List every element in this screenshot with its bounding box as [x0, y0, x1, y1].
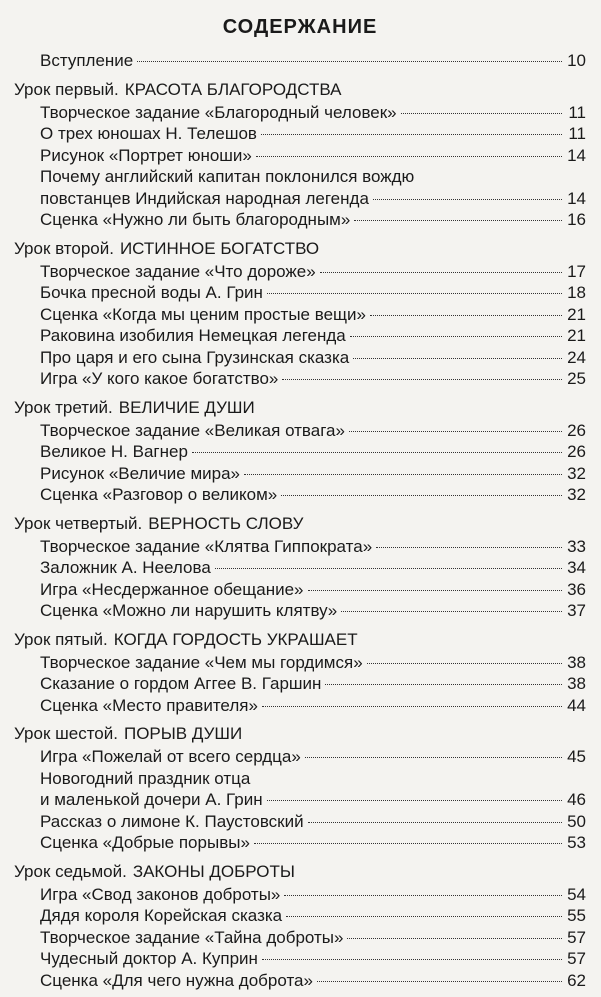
entry-page: 33 — [567, 536, 586, 556]
entry-page: 55 — [567, 906, 586, 925]
toc-entry — [14, 188, 586, 210]
entry-title: Вступление — [40, 51, 134, 70]
dot-leader — [286, 916, 562, 917]
dot-leader — [281, 495, 562, 496]
toc-entry — [14, 304, 586, 326]
entry-title: Почему английский капитан поклонился вождю — [40, 167, 415, 186]
entry-page: 44 — [567, 695, 586, 715]
lesson-name: КОГДА ГОРДОСТЬ УКРАШАЕТ — [113, 629, 358, 649]
lesson-name: ИСТИННОЕ БОГАТСТВО — [119, 238, 320, 258]
dot-leader — [267, 800, 562, 801]
lesson-heading — [14, 78, 586, 102]
entry-page: 21 — [567, 304, 586, 324]
dot-leader — [256, 156, 562, 157]
dot-leader — [284, 895, 562, 896]
entry-page: 38 — [567, 674, 586, 693]
dot-leader — [367, 663, 562, 664]
lesson-heading — [14, 396, 586, 420]
dot-leader — [350, 336, 562, 337]
dot-leader — [262, 706, 562, 707]
entry-title: Сценка «Когда мы ценим простые вещи» — [40, 304, 366, 324]
entry-page: 24 — [567, 347, 586, 367]
toc-entry — [14, 600, 586, 622]
toc-entry — [14, 463, 586, 485]
toc-entry — [14, 652, 586, 674]
entry-title: Чудесный доктор А. Куприн — [40, 949, 258, 968]
lesson-name: ЗАКОНЫ ДОБРОТЫ — [132, 861, 295, 881]
entry-page: 11 — [568, 102, 586, 122]
toc-entry — [14, 347, 586, 369]
dot-leader — [401, 113, 562, 114]
lesson-number: Урок первый. — [14, 79, 119, 99]
toc-entry — [14, 123, 586, 145]
entry-title: Сценка «Место правителя» — [40, 695, 258, 715]
entry-title: Творческое задание «Тайна доброты» — [40, 927, 344, 947]
toc-entry — [14, 261, 586, 283]
entry-title: Сценка «Для чего нужна доброта» — [40, 970, 313, 990]
entry-title: Великое Н. Вагнер — [40, 442, 188, 461]
dot-leader — [354, 220, 562, 221]
entry-title: Рисунок «Величие мира» — [40, 463, 241, 483]
lesson-heading — [14, 860, 586, 884]
lesson-heading — [14, 237, 586, 261]
entry-title: Раковина изобилия Немецкая легенда — [40, 326, 346, 345]
entry-page: 11 — [568, 124, 586, 143]
entry-page: 53 — [567, 833, 586, 852]
entry-title: Сценка «Можно ли нарушить клятву» — [40, 601, 338, 620]
entry-title: О трех юношах Н. Телешов — [40, 124, 257, 143]
dot-leader — [308, 822, 562, 823]
toc-entry — [14, 673, 586, 695]
toc-entry — [14, 927, 586, 949]
dot-leader — [308, 590, 563, 591]
entry-title: Рассказ о лимоне К. Паустовский — [40, 811, 304, 831]
toc-entry — [14, 746, 586, 768]
lesson-number: Урок шестой. — [14, 724, 118, 743]
lesson-section — [14, 722, 586, 854]
dot-leader — [267, 293, 562, 294]
entry-title: Игра «Несдержанное обещание» — [40, 579, 304, 599]
entry-title: Бочка пресной воды А. Грин — [40, 283, 263, 302]
toc-entry — [14, 832, 586, 854]
entry-page: 17 — [567, 261, 586, 281]
toc-entry — [14, 325, 586, 347]
entry-page: 16 — [567, 210, 586, 229]
lesson-number: Урок седьмой. — [14, 861, 127, 881]
dot-leader — [325, 684, 562, 685]
dot-leader — [192, 452, 562, 453]
toc-entry — [14, 557, 586, 579]
toc-entry — [14, 484, 586, 506]
toc-entry — [14, 420, 586, 442]
entry-title: Творческое задание «Клятва Гиппократа» — [40, 536, 373, 556]
table-of-contents — [14, 14, 586, 997]
entry-title: Сценка «Разговор о великом» — [40, 485, 278, 504]
lesson-heading — [14, 628, 586, 652]
dot-leader — [347, 938, 562, 939]
lesson-number: Урок третий. — [14, 397, 113, 417]
toc-entry — [14, 789, 586, 811]
lesson-number: Урок четвертый. — [14, 513, 143, 533]
toc-entry — [14, 905, 586, 927]
entry-page: 21 — [567, 326, 586, 345]
entry-page: 14 — [567, 188, 586, 208]
lesson-number: Урок второй. — [14, 238, 114, 258]
entry-page: 37 — [567, 601, 586, 620]
dot-leader — [305, 757, 562, 758]
entry-title: Рисунок «Портрет юноши» — [40, 145, 252, 165]
entry-page: 62 — [567, 970, 586, 990]
intro-section — [14, 50, 586, 72]
entry-page: 26 — [567, 442, 586, 461]
entry-page: 34 — [567, 558, 586, 577]
lesson-number: Урок пятый. — [14, 629, 108, 649]
dot-leader — [341, 611, 562, 612]
toc-entry — [14, 948, 586, 970]
entry-title: Новогодний праздник отца — [40, 768, 251, 788]
dot-leader — [137, 61, 562, 62]
toc-entry — [14, 368, 586, 390]
dot-leader — [320, 272, 562, 273]
lesson-section — [14, 512, 586, 622]
entry-title: Сказание о гордом Аггее В. Гаршин — [40, 674, 322, 693]
toc-entry — [14, 536, 586, 558]
entry-page: 36 — [567, 579, 586, 599]
entry-page: 14 — [567, 145, 586, 165]
entry-page: 10 — [567, 51, 586, 70]
toc-entry — [14, 811, 586, 833]
dot-leader — [215, 568, 562, 569]
entry-page: 46 — [567, 790, 586, 809]
entry-page: 50 — [567, 811, 586, 831]
lesson-section — [14, 78, 586, 231]
toc-entry — [14, 970, 586, 992]
lesson-section — [14, 237, 586, 390]
lesson-section — [14, 628, 586, 717]
page-title: СОДЕРЖАНИЕ — [222, 16, 378, 38]
dot-leader — [373, 199, 562, 200]
toc-entry — [14, 166, 586, 188]
dot-leader — [262, 959, 562, 960]
lesson-section — [14, 396, 586, 506]
dot-leader — [317, 981, 562, 982]
entry-page: 32 — [567, 485, 586, 504]
entry-title: Сценка «Добрые порывы» — [40, 833, 250, 852]
toc-entry — [14, 579, 586, 601]
entry-title: Творческое задание «Что дороже» — [40, 261, 316, 281]
dot-leader — [244, 474, 562, 475]
toc-entry — [14, 282, 586, 304]
entry-title: Игра «Пожелай от всего сердца» — [40, 747, 301, 766]
entry-title: Заложник А. Неелова — [40, 558, 211, 577]
lesson-heading — [14, 512, 586, 536]
toc-entry — [14, 441, 586, 463]
dot-leader — [261, 134, 562, 135]
dot-leader — [282, 379, 562, 380]
lesson-heading — [14, 722, 586, 746]
entry-page: 18 — [567, 283, 586, 302]
toc-entry — [14, 209, 586, 231]
entry-page: 57 — [567, 927, 586, 947]
lesson-name: ПОРЫВ ДУШИ — [123, 724, 243, 743]
toc-entry — [14, 768, 586, 790]
lesson-name: ВЕРНОСТЬ СЛОВУ — [148, 513, 304, 533]
entry-title: и маленькой дочери А. Грин — [40, 790, 263, 809]
entry-page: 32 — [567, 463, 586, 483]
toc-entry — [14, 884, 586, 906]
toc-entry — [14, 102, 586, 124]
entry-title: Игра «Свод законов доброты» — [40, 884, 281, 904]
entry-title: Творческое задание «Чем мы гордимся» — [40, 652, 363, 672]
lesson-name: КРАСОТА БЛАГОРОДСТВА — [124, 79, 342, 99]
dot-leader — [370, 315, 562, 316]
entry-title: Творческое задание «Великая отвага» — [40, 420, 345, 440]
lesson-list — [14, 78, 586, 992]
entry-title: Сценка «Нужно ли быть благородным» — [40, 210, 351, 229]
lesson-name: ВЕЛИЧИЕ ДУШИ — [118, 397, 255, 417]
entry-page: 45 — [567, 747, 586, 766]
entry-page: 38 — [567, 652, 586, 672]
entry-page: 54 — [567, 884, 586, 904]
entry-title: Игра «У кого какое богатство» — [40, 369, 279, 388]
dot-leader — [353, 358, 562, 359]
toc-entry — [14, 695, 586, 717]
dot-leader — [349, 431, 562, 432]
entry-title: повстанцев Индийская народная легенда — [40, 188, 369, 208]
toc-entry-intro — [14, 50, 586, 72]
entry-title: Про царя и его сына Грузинская сказка — [40, 347, 350, 367]
entry-title: Творческое задание «Благородный человек» — [40, 102, 397, 122]
dot-leader — [254, 843, 562, 844]
dot-leader — [376, 547, 562, 548]
entry-page: 57 — [567, 949, 586, 968]
entry-page: 25 — [567, 369, 586, 388]
entry-title: Дядя короля Корейская сказка — [40, 906, 283, 925]
entry-page: 26 — [567, 420, 586, 440]
lesson-section — [14, 860, 586, 992]
toc-entry — [14, 145, 586, 167]
